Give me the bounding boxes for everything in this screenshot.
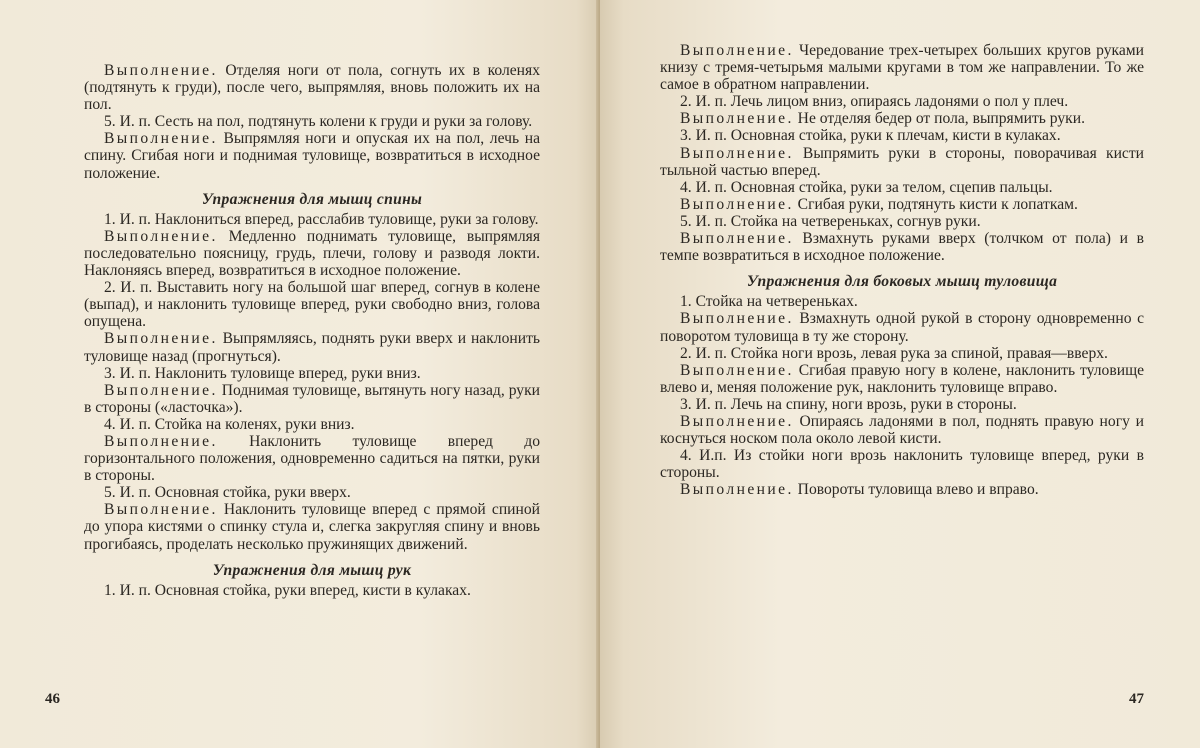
- paragraph: Выполнение. Наклонить туловище вперед с прямой спиной до упора кистями о спинку стула и, слегка закругляя спину и вновь прогибаясь, проделать несколько пружинящих движений.: [84, 501, 540, 553]
- execution-label: Выполнение.: [104, 227, 218, 245]
- right-page: [600, 0, 1200, 748]
- exercise-item: 3. И. п. Наклонить туловище вперед, руки вниз.: [104, 364, 421, 382]
- paragraph: Выполнение. Поднимая туловище, вытянуть ногу назад, руки в стороны («ласточка»).: [84, 381, 540, 416]
- execution-label: Выполнение.: [104, 62, 218, 79]
- paragraph: Выполнение. Сгибая руки, подтянуть кисти к лопаткам.: [680, 195, 1078, 213]
- paragraph: Выполнение. Сгибая правую ногу в колене, наклонить туловище влево и, меняя положение рук, наклонить туловище вправо.: [660, 361, 1144, 396]
- execution-label: Выполнение.: [680, 42, 794, 59]
- execution-label: Выполнение.: [104, 330, 218, 348]
- page-number: 46: [45, 691, 60, 707]
- section-heading-side: Упражнения для боковых мышц туловища: [746, 273, 1058, 291]
- paragraph: Выполнение. Взмахнуть одной рукой в сторону одновременно с поворотом туловища в ту же сторону.: [660, 310, 1144, 345]
- exercise-item: 4. И.п. Из стойки ноги врозь наклонить туловище вперед, руки в стороны.: [660, 447, 1144, 482]
- left-page-text: [84, 62, 540, 599]
- exercise-item: 4. И. п. Стойка на коленях, руки вниз.: [104, 415, 355, 433]
- exercise-item: 3. И. п. Лечь на спину, ноги врозь, руки в стороны.: [680, 395, 1017, 413]
- exercise-item: 1. Стойка на четвереньках.: [680, 293, 858, 311]
- paragraph: Выполнение. Взмахнуть руками вверх (толчком от пола) и в темпе возвратиться в исходное положение.: [660, 230, 1144, 265]
- execution-label: Выполнение.: [680, 412, 794, 430]
- exercise-item: 3. И. п. Основная стойка, руки к плечам, кисти в кулаках.: [680, 127, 1061, 145]
- execution-label: Выполнение.: [680, 230, 794, 248]
- exercise-item: 4. И. п. Основная стойка, руки за телом, сцепив пальцы.: [680, 178, 1053, 196]
- paragraph: Выполнение. Выпрямить руки в стороны, поворачивая кисти тыльной частью вперед.: [660, 144, 1144, 179]
- execution-label: Выполнение.: [104, 130, 218, 148]
- paragraph: Выполнение. Медленно поднимать туловище, выпрямляя последовательно поясницу, грудь, плечи, голову и разводя локти. Наклоняясь вперед, возвратиться в исходное положение.: [84, 227, 540, 280]
- execution-label: Выполнение.: [680, 110, 794, 128]
- paragraph: Выполнение. Наклонить туловище вперед до горизонтального положения, одновременно садиться на пятки, руки в стороны.: [84, 432, 540, 485]
- execution-label: Выполнение.: [680, 195, 794, 213]
- paragraph: Выполнение. Чередование трех-четырех больших кругов руками книзу с тремя-четырьмя малыми кругами в том же направлении. То же самое в обратном направлении.: [660, 42, 1144, 94]
- execution-label: Выполнение.: [680, 144, 794, 162]
- execution-label: Выполнение.: [680, 361, 794, 379]
- execution-label: Выполнение.: [104, 501, 218, 519]
- execution-label: Выполнение.: [104, 432, 218, 450]
- exercise-item: 1. И. п. Наклониться вперед, расслабив туловище, руки за голову.: [104, 210, 539, 228]
- execution-label: Выполнение.: [104, 381, 218, 399]
- exercise-item: 5. И. п. Стойка на четвереньках, согнув руки.: [680, 212, 981, 230]
- paragraph: Выполнение. Опираясь ладонями в пол, поднять правую ногу и коснуться носком пола около левой кисти.: [660, 412, 1144, 448]
- paragraph: Выполнение. Выпрямляясь, поднять руки вверх и наклонить туловище назад (прогнуться).: [84, 330, 540, 365]
- execution-label: Выполнение.: [680, 310, 794, 328]
- paragraph: Выполнение. Повороты туловища влево и вправо.: [680, 481, 1039, 499]
- paragraph: Выполнение. Не отделяя бедер от пола, выпрямить руки.: [680, 110, 1085, 128]
- exercise-item: 2. И. п. Лечь лицом вниз, опираясь ладонями о пол у плеч.: [680, 93, 1069, 111]
- exercise-item: 2. И. п. Стойка ноги врозь, левая рука за спиной, правая—вверх.: [680, 344, 1108, 362]
- exercise-item: 5. И. п. Основная стойка, руки вверх.: [104, 484, 351, 502]
- paragraph: Выполнение. Отделяя ноги от пола, согнуть их в коленях (подтянуть к груди), после чего, выпрямляя, вновь положить их на пол.: [84, 62, 540, 114]
- paragraph: Выполнение. Выпрямляя ноги и опуская их на пол, лечь на спину. Сгибая ноги и поднимая туловище, возвратиться в исходное положение.: [84, 130, 540, 182]
- execution-label: Выполнение.: [680, 481, 794, 499]
- section-heading-back: Упражнения для мышц спины: [201, 190, 423, 208]
- section-heading-arms: Упражнения для мышц рук: [212, 561, 412, 579]
- exercise-item: 2. И. п. Выставить ногу на большой шаг вперед, согнув в колене (выпад), и наклонить туловище вперед, руки свободно вниз, голова опущена.: [84, 279, 540, 331]
- right-page-text: [660, 42, 1144, 498]
- page-number: 47: [1129, 691, 1144, 707]
- exercise-item: 1. И. п. Основная стойка, руки вперед, кисти в кулаках.: [104, 581, 471, 599]
- exercise-item: 5. И. п. Сесть на пол, подтянуть колени к груди и руки за голову.: [104, 113, 533, 131]
